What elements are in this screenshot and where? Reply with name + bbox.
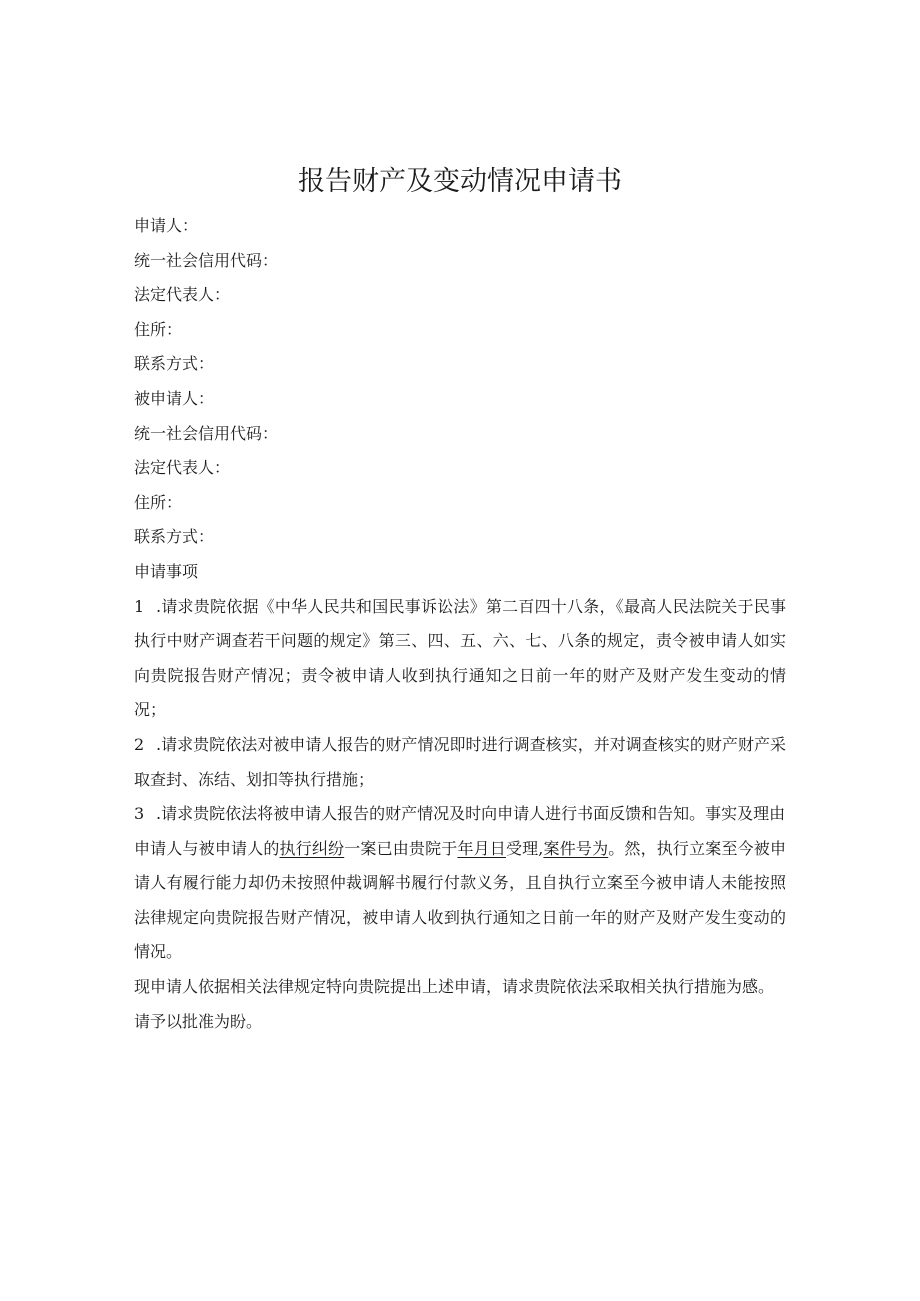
acceptance-date-blank: 年月日: [457, 838, 506, 858]
respondent-credit-code-label: 统一社会信用代码：: [134, 423, 279, 443]
respondent-name-label: 被申请人：: [134, 388, 215, 408]
closing-request: 请予以批准为盼。: [134, 1011, 263, 1031]
document-body: [134, 209, 786, 1039]
facts-text: 受理,: [505, 838, 544, 858]
case-number-blank: 案件号为: [543, 838, 609, 858]
respondent-contact-label: 联系方式：: [134, 527, 215, 547]
applicant-contact-label: 联系方式：: [134, 354, 215, 374]
closing-paragraph: 现申请人依据相关法律规定特向贵院提出上述申请，请求贵院依法采取相关执行措施为感。: [134, 977, 775, 997]
request-number: 1: [134, 596, 145, 616]
request-number: 3: [134, 804, 145, 824]
respondent-legal-rep-label: 法定代表人：: [134, 458, 231, 478]
facts-text: 。然，执行立案至今被申请人有履行能力却仍未按照仲裁调解书履行付款义务，且自执行立案至今被申请人未能按照法律规定向贵院报告财产情况，被申请人收到执行通知之日前一年的财产及财产发生变动的情况。: [134, 838, 786, 962]
request-text: .请求贵院依据《中华人民共和国民事诉讼法》第二百四十八条，《最高人民法院关于民事执行中财产调查若干问题的规定》第三、四、五、六、七、八条的规定，责令被申请人如实向贵院报告财产情况；责令被申请人收到执行通知之日前一年的财产及财产发生变动的情况；: [134, 596, 786, 720]
request-number: 2: [134, 734, 145, 754]
dispute-type-blank: 执行纠纷: [279, 838, 345, 858]
facts-paragraph: [134, 832, 786, 970]
request-text: .请求贵院依法将被申请人报告的财产情况及时向申请人进行书面反馈和告知。事实及理由: [156, 804, 786, 824]
request-text: .请求贵院依法对被申请人报告的财产情况即时进行调查核实，并对调查核实的财产财产采取查封、冻结、划扣等执行措施；: [134, 734, 786, 789]
applicant-name-label: 申请人：: [134, 216, 199, 235]
applicant-credit-code-label: 统一社会信用代码：: [134, 250, 279, 270]
facts-text: 申请人与被申请人的: [134, 838, 280, 858]
request-item-1: [134, 590, 786, 728]
request-item-2: [134, 728, 786, 797]
facts-text: 一案已由贵院于: [344, 838, 458, 858]
document-title: 报告财产及变动情况申请书: [298, 166, 622, 197]
request-item-3: [134, 797, 786, 832]
respondent-address-label: 住所：: [134, 492, 183, 512]
applicant-address-label: 住所：: [134, 319, 183, 339]
applicant-legal-rep-label: 法定代表人：: [134, 285, 231, 305]
requests-heading: 申请事项: [134, 561, 199, 581]
